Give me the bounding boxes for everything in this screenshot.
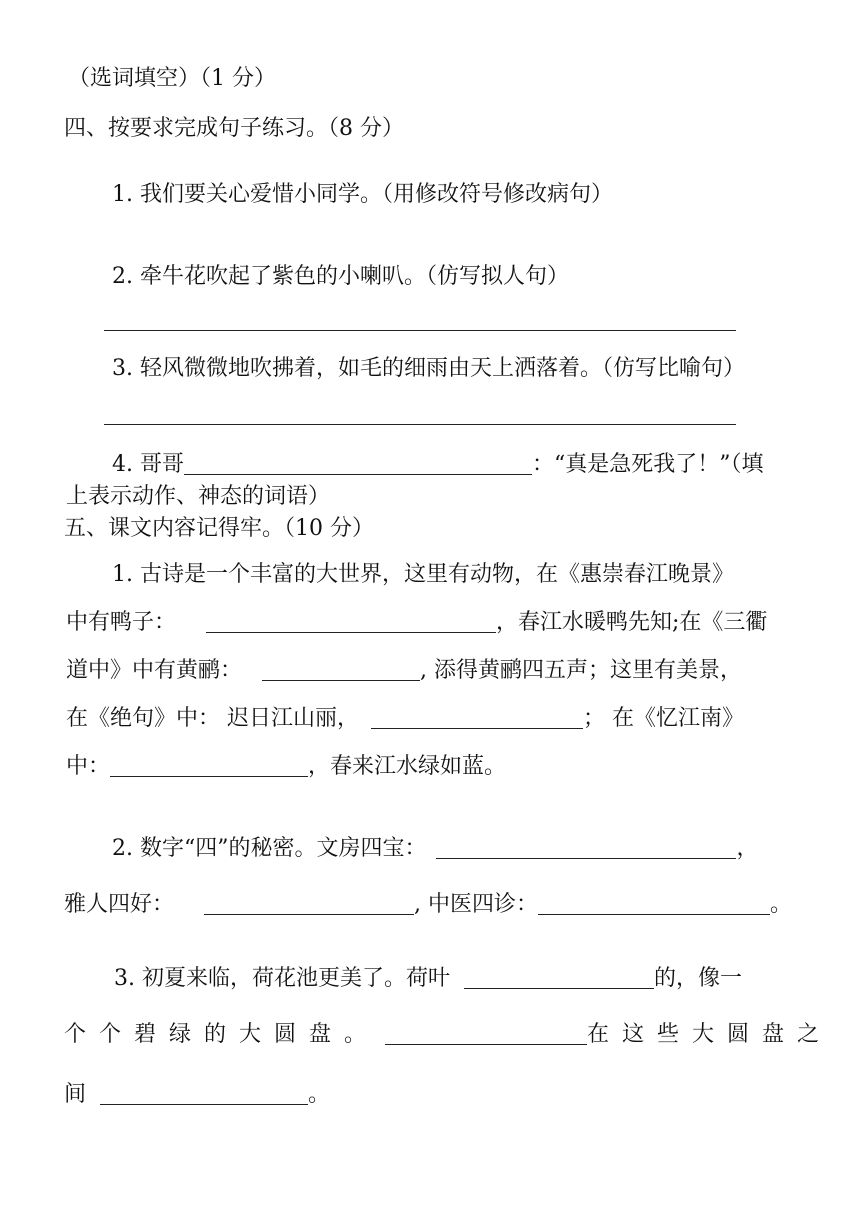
s4-q4-line2: 上表示动作、神态的词语）	[66, 484, 331, 509]
s5-q3-l1-text-a: 3. 初夏来临，荷花池更美了。荷叶	[114, 966, 450, 991]
s5-q3-blank-1[interactable]	[464, 964, 654, 989]
s5-q1-line2	[66, 608, 767, 638]
s4-question-1: 1. 我们要关心爱惜小同学。（用修改符号修改病句）	[112, 182, 613, 207]
s5-q3-l3-text-a: 间	[64, 1082, 87, 1107]
s5-q1-line5	[66, 752, 506, 782]
s4-q4-prefix: 4. 哥哥	[112, 452, 184, 477]
section-4-title: 四、按要求完成句子练习。（8 分）	[64, 116, 404, 141]
s5-q3-blank-3[interactable]	[100, 1080, 308, 1105]
s4-question-2: 2. 牵牛花吹起了紫色的小喇叭。（仿写拟人句）	[112, 264, 569, 289]
s5-q2-l2-text-c: 。	[770, 892, 793, 917]
s5-q1-l3-text-a: 道中》中有黄鹂：	[66, 658, 243, 683]
s5-q1-blank-3[interactable]	[371, 704, 583, 729]
s5-q2-blank-3[interactable]	[538, 890, 770, 915]
s5-q3-line1	[114, 964, 742, 994]
s4-q4-blank[interactable]	[184, 450, 532, 475]
s4-q3-answer-line[interactable]	[104, 424, 736, 425]
s5-q1-blank-4[interactable]	[110, 752, 308, 777]
s5-q3-l1-text-b: 的，像一	[654, 966, 743, 991]
s4-question-4	[112, 450, 763, 480]
s5-q1-line3	[66, 656, 742, 686]
s5-q1-l5-text-a: 中：	[66, 754, 111, 779]
s5-q1-line4	[66, 704, 744, 734]
s5-q2-blank-2[interactable]	[204, 890, 414, 915]
s5-q3-blank-2[interactable]	[385, 1020, 587, 1045]
s5-q3-l2-text-a: 个个碧绿的大圆盘。	[64, 1022, 380, 1047]
s5-q2-l1-text-b: ，	[736, 836, 759, 861]
s5-q1-line1: 1. 古诗是一个丰富的大世界，这里有动物，在《惠崇春江晚景》	[112, 562, 734, 587]
s5-q2-blank-1[interactable]	[436, 834, 736, 859]
s5-q3-l2-text-b: 在这些大圆盘之	[587, 1022, 833, 1047]
s5-q3-line3	[64, 1080, 330, 1110]
s5-q1-l4-text-b: ； 在《忆江南》	[583, 706, 744, 731]
s5-q2-line1	[112, 834, 759, 864]
header-note: （选词填空）（1 分）	[68, 66, 276, 91]
s5-q3-line2	[64, 1020, 832, 1050]
s4-question-3: 3. 轻风微微地吹拂着，如毛的细雨由天上洒落着。（仿写比喻句）	[112, 356, 745, 381]
s5-q1-l4-text-a: 在《绝句》中： 迟日江山丽，	[66, 706, 359, 731]
s5-q1-l2-text-b: ，春江水暖鸭先知;在《三衢	[496, 610, 768, 635]
s4-q2-answer-line[interactable]	[104, 330, 736, 331]
s5-q1-blank-2[interactable]	[262, 656, 420, 681]
s5-q1-blank-1[interactable]	[206, 608, 496, 633]
s5-q2-l1-text-a: 2. 数字“四”的秘密。文房四宝：	[112, 836, 427, 861]
s5-q2-l2-text-b: , 中医四诊：	[414, 892, 539, 917]
s5-q2-l2-text-a: 雅人四好：	[64, 892, 175, 917]
s4-q4-suffix: ：“真是急死我了！”（填	[531, 452, 764, 477]
section-5-title: 五、课文内容记得牢。（10 分）	[64, 516, 374, 541]
s5-q1-l5-text-b: ，春来江水绿如蓝。	[308, 754, 507, 779]
s5-q2-line2	[64, 890, 792, 920]
s5-q3-l3-text-b: 。	[308, 1082, 331, 1107]
s5-q1-l3-text-b: , 添得黄鹂四五声；这里有美景，	[420, 658, 743, 683]
s5-q1-l2-text-a: 中有鸭子：	[66, 610, 177, 635]
